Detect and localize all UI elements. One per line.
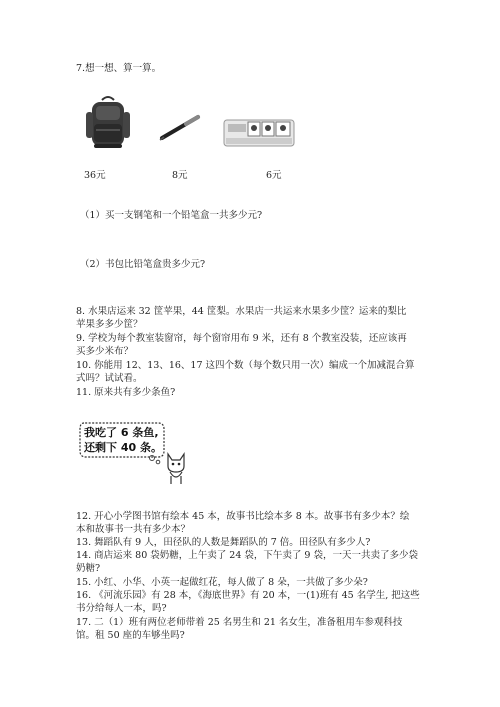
backpack-price: 36元 bbox=[84, 170, 106, 181]
q11-title: 11. 原来共有多少条鱼? bbox=[76, 387, 176, 398]
q17-line1: 17. 二（1）班有两位老师带着 25 名男生和 21 名女生，准备租用车参观科技 bbox=[76, 617, 403, 628]
q8-line2: 苹果多多少筐？ bbox=[76, 319, 143, 330]
pencil-box-price: 6元 bbox=[266, 170, 282, 181]
q12-line2: 本和故事书一共有多少本？ bbox=[76, 524, 191, 535]
pencil-box-image bbox=[222, 114, 298, 150]
q12-line1: 12. 开心小学图书馆有绘本 45 本，故事书比绘本多 8 本。故事书有多少本？绘 bbox=[76, 511, 410, 522]
q7-sub1: （1）买一支钢笔和一个铅笔盒一共多少元? bbox=[80, 210, 263, 221]
q7-title: 7.想一想、算一算。 bbox=[76, 63, 162, 74]
q17-line2: 馆。租 50 座的车够坐吗? bbox=[76, 630, 185, 641]
q14-line1: 14. 商店运来 80 袋奶糖，上午卖了 24 袋，下午卖了 9 袋，一天一共卖了多少袋 bbox=[76, 550, 418, 561]
q7-sub2: （2）书包比铅笔盒贵多少元? bbox=[80, 259, 206, 270]
q10-line1: 10. 你能用 12、13、16、17 这四个数（每个数只用一次）编成一个加减混合算 bbox=[76, 360, 415, 371]
backpack-image bbox=[84, 94, 132, 150]
q8-line1: 8. 水果店运来 32 筐苹果，44 筐梨。水果店一共运来水果多少筐？运来的梨比 bbox=[76, 306, 407, 317]
q16-line1: 16. 《河流乐园》有 28 本，《海底世界》有 20 本，一(1)班有 45 名学生, 把这些 bbox=[76, 590, 420, 601]
pen-image bbox=[158, 112, 204, 142]
bubble-line1: 我吃了 6 条鱼, bbox=[84, 426, 159, 439]
q9-line1: 9. 学校为每个教室装窗帘，每个窗帘用布 9 米，还有 8 个教室没装，还应该再 bbox=[76, 333, 407, 344]
q10-line2: 式吗？试试看。 bbox=[76, 373, 143, 384]
q13: 13. 舞蹈队有 9 人，田径队的人数是舞蹈队的 7 倍。田径队有多少人? bbox=[76, 537, 371, 548]
q16-line2: 书分给每人一本，吗? bbox=[76, 603, 167, 614]
q14-line2: 奶糖? bbox=[76, 563, 101, 574]
cat-icon bbox=[146, 448, 194, 488]
q15: 15. 小红、小华、小英一起做红花，每人做了 8 朵，一共做了多少朵? bbox=[76, 577, 368, 588]
pen-price: 8元 bbox=[172, 170, 188, 181]
bubble-line2: 还剩下 40 条。 bbox=[84, 441, 162, 454]
q9-line2: 买多少米布？ bbox=[76, 346, 134, 357]
